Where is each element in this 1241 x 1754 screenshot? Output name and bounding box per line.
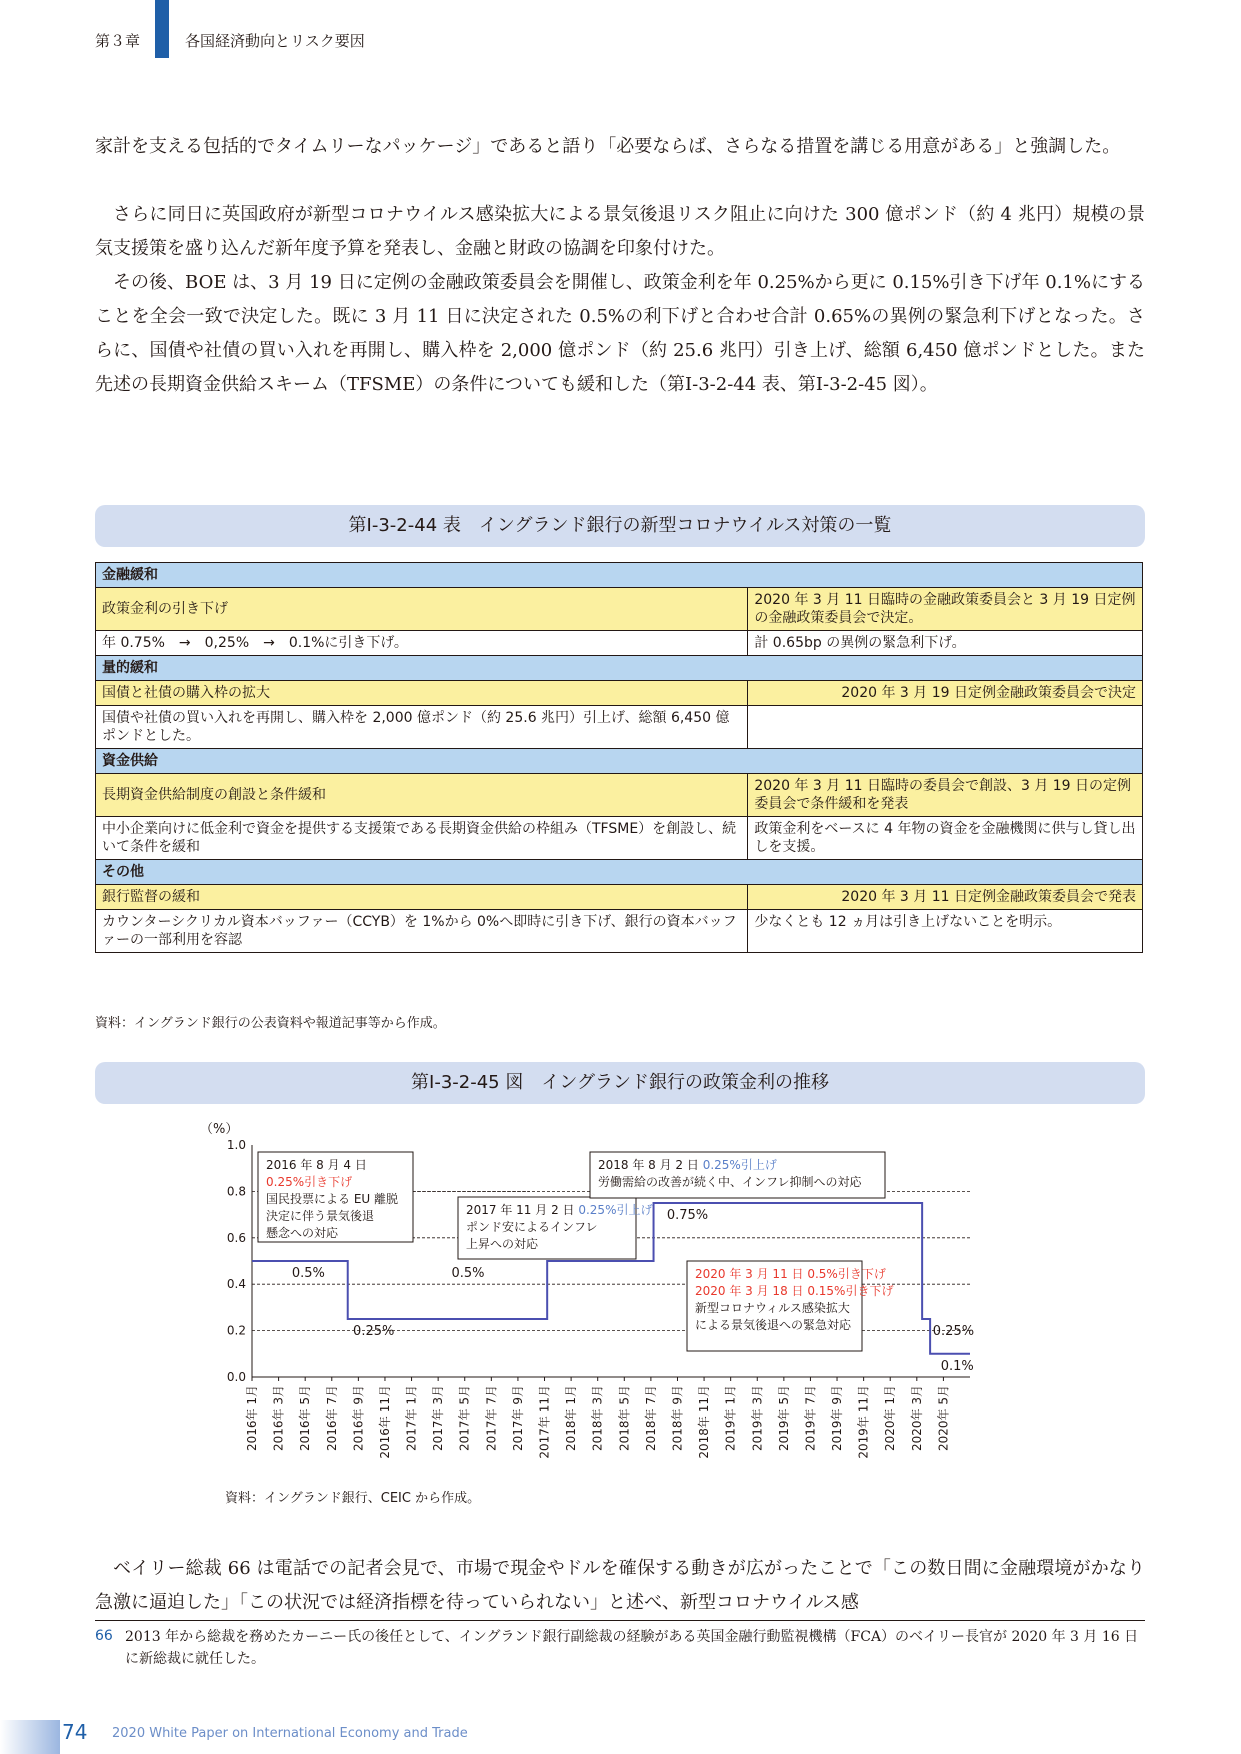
measures-table xyxy=(95,562,1143,953)
annotation-text: 労働需給の改善が続く中、インフレ抑制への対応 xyxy=(598,1175,862,1189)
item-name: 銀行監督の緩和 xyxy=(96,885,748,910)
annotation-date: 2018 年 8 月 2 日 xyxy=(598,1158,703,1172)
x-tick-label: 2016年 3月 xyxy=(271,1385,286,1451)
detail-right: 少なくとも 12 ヵ月は引き上げないことを明示。 xyxy=(748,910,1143,953)
x-tick-label: 2017年 1月 xyxy=(404,1385,419,1451)
annotation-text: 新型コロナウィルス感染拡大 xyxy=(695,1301,850,1315)
detail-left: カウンターシクリカル資本バッファー（CCYB）を 1%から 0%へ即時に引き下げ、銀行の資本バッファーの一部利用を容認 xyxy=(96,910,748,953)
value-label: 0.25% xyxy=(353,1324,395,1339)
section-title: 金融緩和 xyxy=(96,563,1143,588)
section-title: その他 xyxy=(96,860,1143,885)
x-tick-label: 2020年 3月 xyxy=(909,1385,924,1451)
item-note: 2020 年 3 月 19 日定例金融政策委員会で決定 xyxy=(748,681,1143,706)
annotation-text: 0.25%引き下げ xyxy=(266,1175,353,1189)
annotation-text: 2020 年 3 月 11 日 0.5%引き下げ xyxy=(695,1267,886,1281)
footer-gradient xyxy=(0,1720,60,1754)
x-tick-label: 2017年 5月 xyxy=(457,1385,472,1451)
section-title: 量的緩和 xyxy=(96,656,1143,681)
y-tick-label: 0.2 xyxy=(226,1323,246,1338)
x-tick-label: 2018年 7月 xyxy=(643,1385,658,1451)
x-tick-label: 2018年 5月 xyxy=(617,1385,632,1451)
x-tick-label: 2016年 1月 xyxy=(245,1385,259,1451)
x-tick-label: 2018年 3月 xyxy=(590,1385,605,1451)
value-label: 0.5% xyxy=(451,1266,485,1281)
value-label: 0.25% xyxy=(932,1324,975,1339)
annotation-text: ポンド安によるインフレ xyxy=(466,1220,598,1234)
annotation-change: 0.25%引上げ xyxy=(578,1203,653,1217)
item-name: 政策金利の引き下げ xyxy=(96,588,748,631)
annotation-text: 決定に伴う景気後退 xyxy=(266,1209,375,1223)
x-tick-label: 2016年 7月 xyxy=(324,1385,339,1451)
y-tick-label: 0.8 xyxy=(226,1184,246,1199)
y-tick-label: 0.6 xyxy=(226,1230,246,1245)
detail-right: 計 0.65bp の異例の緊急利下げ。 xyxy=(748,631,1143,656)
detail-left: 年 0.75% → 0,25% → 0.1%に引き下げ。 xyxy=(96,631,748,656)
chapter-label: 第３章 xyxy=(95,32,141,50)
x-tick-label: 2016年 5月 xyxy=(298,1385,313,1451)
annotation-text: 2020 年 3 月 18 日 0.15%引き下げ xyxy=(695,1284,894,1298)
footnote-number: 66 xyxy=(95,1628,113,1644)
x-tick-label: 2020年 5月 xyxy=(936,1385,951,1451)
chapter-title: 各国経済動向とリスク要因 xyxy=(185,32,365,50)
item-note: 2020 年 3 月 11 日臨時の委員会で創設、3 月 19 日の定例委員会で条件緩和を発表 xyxy=(748,774,1143,817)
x-tick-label: 2020年 1月 xyxy=(883,1385,898,1451)
x-tick-label: 2016年 9月 xyxy=(351,1385,366,1451)
x-tick-label: 2017年 9月 xyxy=(510,1385,525,1451)
annotation-date: 2017 年 11 月 2 日 xyxy=(466,1203,579,1217)
chart-source: 資料：イングランド銀行、CEIC から作成。 xyxy=(225,1491,481,1506)
section-title: 資金供給 xyxy=(96,749,1143,774)
x-tick-label: 2017年 7月 xyxy=(484,1385,499,1451)
page-number: 74 xyxy=(62,1720,88,1744)
x-tick-label: 2017年 11月 xyxy=(537,1385,552,1459)
annotation-text: による景気後退への緊急対応 xyxy=(695,1318,852,1332)
annotation-text: 懸念への対応 xyxy=(266,1226,339,1240)
x-tick-label: 2019年 7月 xyxy=(803,1385,818,1451)
annotation-text: 国民投票による EU 離脱 xyxy=(266,1192,398,1206)
detail-left: 国債や社債の買い入れを再開し、購入枠を 2,000 億ポンド（約 25.6 兆円）引上げ、総額 6,450 億ポンドとした。 xyxy=(96,706,748,749)
x-tick-label: 2018年 11月 xyxy=(697,1385,712,1459)
annotation-change: 0.25%引上げ xyxy=(702,1158,777,1172)
header-accent-bar xyxy=(155,0,169,58)
paragraph-4: ベイリー総裁 66 は電話での記者会見で、市場で現金やドルを確保する動きが広がったことで「この数日間に金融環境がかなり急激に逼迫した」「この状況では経済指標を待っていられない」と述べ、新型コロナウイルス感 xyxy=(95,1558,1145,1613)
table-source: 資料：イングランド銀行の公表資料や報道記事等から作成。 xyxy=(95,1016,446,1031)
paragraph-2: さらに同日に英国政府が新型コロナウイルス感染拡大による景気後退リスク阻止に向けた 300 億ポンド（約 4 兆円）規模の景気支援策を盛り込んだ新年度予算を発表し、金融と財政の協調を印象付けた。 xyxy=(95,204,1145,259)
annotation-text: 上昇への対応 xyxy=(466,1237,539,1251)
policy-rate-chart xyxy=(200,1115,1020,1480)
y-tick-label: 1.0 xyxy=(226,1138,246,1152)
y-axis-unit: （%） xyxy=(200,1122,239,1137)
chart-caption: 第Ⅰ-3-2-45 図 イングランド銀行の政策金利の推移 xyxy=(95,1062,1145,1104)
x-tick-label: 2018年 9月 xyxy=(670,1385,685,1451)
value-label: 0.5% xyxy=(291,1266,325,1281)
y-tick-label: 0.0 xyxy=(226,1370,246,1384)
y-tick-label: 0.4 xyxy=(226,1277,246,1292)
footnote-divider xyxy=(95,1620,1145,1621)
paragraph-1: 家計を支える包括的でタイムリーなパッケージ」であると語り「必要ならば、さらなる措置を講じる用意がある」と強調した。 xyxy=(95,136,1121,157)
value-label: 0.1% xyxy=(940,1358,974,1374)
item-note: 2020 年 3 月 11 日臨時の金融政策委員会と 3 月 19 日定例の金融政策委員会で決定。 xyxy=(748,588,1143,631)
annotation-text: 2016 年 8 月 4 日 xyxy=(266,1158,367,1172)
detail-left: 中小企業向けに低金利で資金を提供する支援策である長期資金供給の枠組み（TFSME）を創設し、続いて条件を緩和 xyxy=(96,817,748,860)
x-tick-label: 2019年 1月 xyxy=(723,1385,738,1451)
item-name: 長期資金供給制度の創設と条件緩和 xyxy=(96,774,748,817)
x-tick-label: 2016年 11月 xyxy=(377,1385,392,1459)
footer-title: 2020 White Paper on International Economy and Trade xyxy=(112,1726,468,1741)
value-label: 0.75% xyxy=(666,1208,709,1223)
x-tick-label: 2019年 3月 xyxy=(750,1385,765,1451)
detail-right: 政策金利をベースに 4 年物の資金を金融機関に供与し貸し出しを支援。 xyxy=(748,817,1143,860)
footnote-text: 2013 年から総裁を務めたカーニー氏の後任として、イングランド銀行副総裁の経験がある英国金融行動監視機構（FCA）のベイリー長官が 2020 年 3 月 16 日に新総裁に就任した。 xyxy=(125,1629,1139,1667)
x-tick-label: 2019年 11月 xyxy=(856,1385,871,1459)
table-caption: 第Ⅰ-3-2-44 表 イングランド銀行の新型コロナウイルス対策の一覧 xyxy=(95,505,1145,547)
x-tick-label: 2019年 9月 xyxy=(830,1385,845,1451)
item-name: 国債と社債の購入枠の拡大 xyxy=(96,681,748,706)
x-tick-label: 2017年 3月 xyxy=(431,1385,446,1451)
annotation-text xyxy=(598,1157,777,1172)
x-tick-label: 2018年 1月 xyxy=(564,1385,579,1451)
annotation-text xyxy=(466,1202,652,1217)
paragraph-3: その後、BOE は、3 月 19 日に定例の金融政策委員会を開催し、政策金利を年 0.25%から更に 0.15%引き下げ年 0.1%にすることを全会一致で決定した。既に 3 月 11 日に決定された 0.5%の利下げと合わせ合計 0.65%の異例の緊急利下げとなった。さらに、国債や社債の買い入れを再開し、購入枠を 2,000 億ポンド（約 25.6 兆円）引き上げ、総額 6,450 億ポンドとした。また先述の長期資金供給スキーム（TFSME）の条件についても緩和した（第Ⅰ-3-2-44 表、第Ⅰ-3-2-45 図）。 xyxy=(95,272,1145,395)
x-tick-label: 2019年 5月 xyxy=(776,1385,791,1451)
detail-right xyxy=(748,706,1143,749)
item-note: 2020 年 3 月 11 日定例金融政策委員会で発表 xyxy=(748,885,1143,910)
